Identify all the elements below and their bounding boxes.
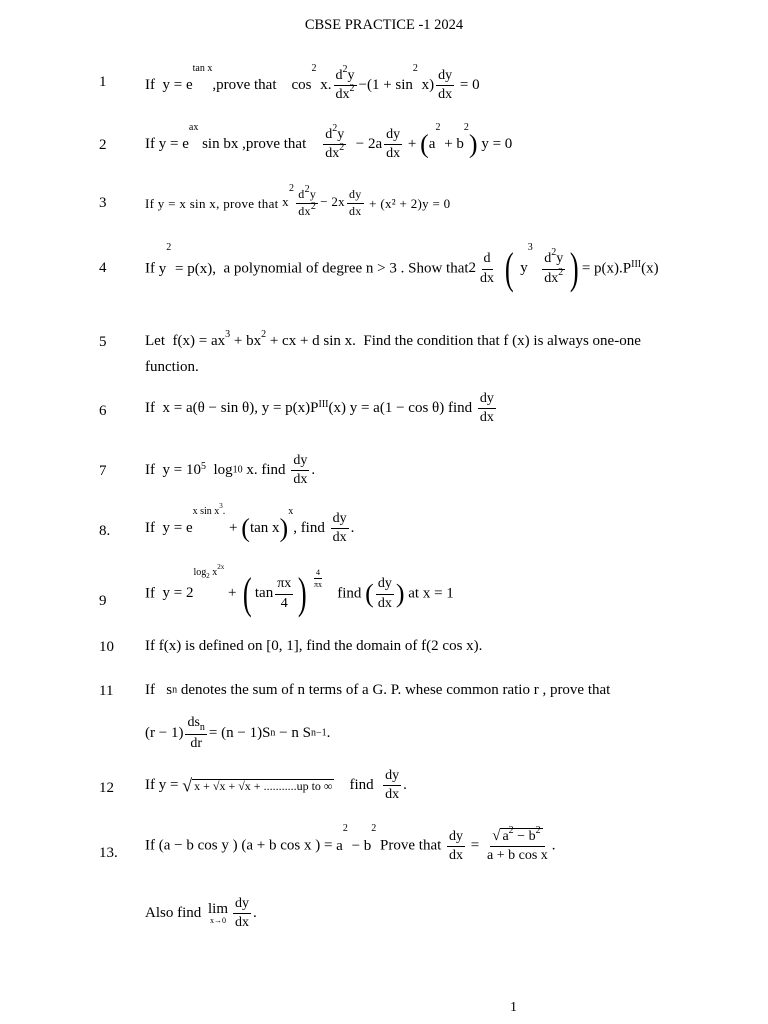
page-number: 1 — [510, 1000, 517, 1015]
q11-eq: = (n − 1)S — [208, 725, 271, 742]
question-13-also: Also find lim x→0 $\frac{dy}{dx}$ . — [145, 896, 257, 931]
q2-lead: If — [145, 136, 155, 153]
question-6: If x = a(θ − sin θ), $y = p(x)P^{III}(x) y = a(1 - \cos \theta)$ find $\frac{dy}{dx}$ — [145, 391, 494, 426]
q4-expression: 2 $\frac{d}{dx}$ ( $y^3$ $\frac{d^2y}{dx^2}$ ) — [468, 242, 579, 293]
q12-find: find — [349, 777, 374, 794]
q7-text: y = 10 — [162, 462, 201, 479]
question-11: If sn denotes the sum of n terms of a G. P. whese common ratio r , prove that — [145, 682, 611, 699]
question-13: If (a − b cos y ) (a + b cos x ) = $a^2 - b^2$ Prove that $\frac{dy}{dx}$ = $\frac{√ a^2 - b^2}{\text{a + b cos x}}$ . — [145, 823, 556, 864]
question-number: 11 — [99, 683, 114, 699]
q7-lead: If — [145, 462, 155, 479]
q8-find: , find — [293, 520, 325, 537]
q6-mid2: (x) y = a(1 − cos θ) find — [328, 400, 473, 417]
q5-equation: $f(x) = ax^3 + bx^2$ + cx + d sin x. — [172, 329, 356, 350]
question-9: If $y = 2^{log_2 x^{2x}}$ + ( tan $\frac{\pi x}{4}$ ) $^{\frac{4}{\pi x}}$ find ( $\frac{dy}{dx}$ ) at x = 1 — [145, 563, 454, 618]
q5-lead: Let — [145, 333, 165, 350]
question-1 — [145, 63, 480, 103]
question-number: 3 — [99, 195, 107, 211]
q9-at: at x = 1 — [408, 585, 454, 602]
q6-lead: If — [145, 400, 155, 417]
q9-find: find — [337, 585, 362, 602]
q2-eq: y = 0 — [481, 136, 513, 153]
q1-equation: $y = e^{tan x}$ — [162, 63, 213, 94]
q6-mid: x = a(θ − sin θ), y = p(x)P — [162, 400, 319, 417]
q2-prove: ,prove that — [242, 136, 307, 153]
question-number: 13. — [99, 845, 118, 861]
q3-tail: + (x² + 2)y = 0 — [369, 195, 451, 211]
q4-rhs: = p(x).P — [581, 260, 632, 277]
question-4: If $y^2 = p(x)$, a polynomial of degree n > 3 . Show that2 $\frac{d}{dx}$ ( $y^3$ $\frac{d^2y}{dx^2}$ ) = $p(x).P^{III}(x)$ — [145, 242, 659, 293]
q13-also: Also find — [145, 905, 202, 922]
q12-lead: If y = — [145, 777, 179, 794]
q13-lead: If (a − b cos y ) (a + b cos x ) = — [145, 837, 333, 854]
q5-text-cont: function. — [145, 359, 199, 375]
q9-lead: If — [145, 585, 155, 602]
q2-expression: $\frac{d^2y}{dx^2}$ − 2a $\frac{dy}{dx}$ + $(a^2 + b^2)$ — [325, 122, 478, 162]
question-2 — [145, 122, 513, 162]
q3-expression: $x^2$ $\frac{d^2y}{dx^2}$ − 2x $\frac{dy}{dx}$ — [282, 183, 362, 218]
question-5 — [145, 329, 641, 350]
question-11-eq: (r − 1) $\frac{ds_n}{dr}$ = (n − 1)Sn − n Sn−1. — [145, 715, 331, 752]
q1-eq: = 0 — [459, 77, 480, 94]
q5-text: Find the condition that f (x) is always one-one — [363, 333, 641, 350]
question-number: 8. — [99, 523, 111, 539]
question-number: 4 — [99, 260, 107, 276]
q7-log: log — [213, 462, 233, 479]
q2-equation: $y = e^{ax}$ sin bx — [158, 122, 239, 153]
question-number: 1 — [99, 74, 107, 90]
question-number: 5 — [99, 334, 107, 350]
q1-lead: If — [145, 77, 155, 94]
document-title: CBSE PRACTICE -1 2024 — [304, 17, 464, 33]
q1-expression: $\cos^2 x$. $\frac{d^2y}{dx^2}$ $-(1 + \sin^2 x)$ $\frac{dy}{dx}$ — [291, 63, 453, 103]
question-number: 6 — [99, 403, 107, 419]
question-10: If f(x) is defined on [0, 1], find the domain of f(2 cos x). — [145, 638, 483, 654]
q7-find: x. find — [246, 462, 286, 479]
q8-equation: $y = e^{x sin x^3.} + (\tan$ x)$^x$ — [162, 502, 294, 543]
q13-mid: Prove that — [380, 837, 442, 854]
question-number: 7 — [99, 463, 107, 479]
q11-line1: denotes the sum of n terms of a G. P. whese common ratio r , prove that — [180, 682, 611, 699]
question-7: If $y = 10^5$ log10 x. find $\frac{dy}{dx}$ . — [145, 453, 316, 488]
q12-inner: x + √x + √x + ...........up to ∞ — [194, 779, 333, 794]
question-number: 12 — [99, 780, 114, 796]
question-number: 10 — [99, 639, 114, 655]
question-number: 2 — [99, 137, 107, 153]
q4-mid: a polynomial of degree n > 3 . Show that — [223, 260, 469, 277]
q8-lead: If — [145, 520, 155, 537]
q4-lead: If — [145, 260, 155, 277]
question-12: If y = √ x + √x + √x + ...........up to ∞ find $\frac{dy}{dx}$ . — [145, 768, 407, 803]
question-number: 9 — [99, 593, 107, 609]
q9-equation: $y = 2^{log_2 x^{2x}}$ + ( tan $\frac{\pi x}{4}$ ) $^{\frac{4}{\pi x}}$ — [162, 563, 322, 618]
question-3 — [145, 183, 451, 219]
q4-equation: $y^2 = p(x)$, — [158, 242, 216, 277]
q1-prove: ,prove that — [212, 77, 277, 94]
q3-lead: If y = x sin x, prove that — [145, 195, 279, 211]
q11-lead: If — [145, 682, 155, 699]
question-8: If $y = e^{x sin x^3.} + (\tan$ x)$^x$, find $\frac{dy}{dx}$ . — [145, 502, 355, 546]
